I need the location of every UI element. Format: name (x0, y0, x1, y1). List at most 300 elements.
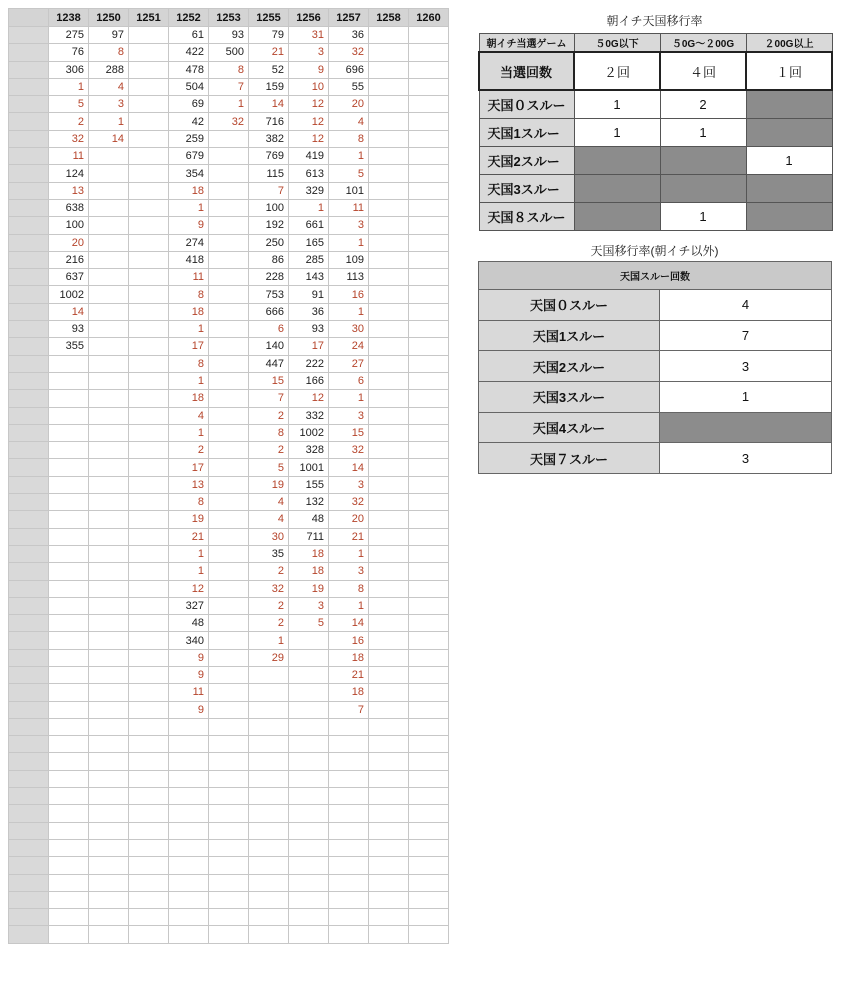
other-table-row (479, 290, 832, 321)
data-cell (369, 61, 409, 78)
data-cell (409, 234, 449, 251)
data-cell: 12 (289, 130, 329, 147)
data-cell (209, 217, 249, 234)
table-row (9, 805, 449, 822)
empty-shaded-cell (660, 412, 832, 443)
table-row (9, 476, 449, 493)
data-cell (89, 390, 129, 407)
data-cell (409, 303, 449, 320)
data-cell (409, 78, 449, 95)
table-row (9, 926, 449, 943)
table-row (9, 424, 449, 441)
value-cell: 2 (660, 90, 746, 118)
table-row (9, 718, 449, 735)
data-cell: 20 (329, 96, 369, 113)
data-cell (249, 909, 289, 926)
morning-table-row (479, 202, 832, 230)
data-cell: 19 (289, 580, 329, 597)
data-cell (129, 321, 169, 338)
data-cell (369, 372, 409, 389)
data-cell: 18 (169, 303, 209, 320)
data-cell (289, 788, 329, 805)
data-cell: 36 (289, 303, 329, 320)
value-cell: 1 (574, 118, 660, 146)
morning-table-row (479, 174, 832, 202)
data-cell: 2 (249, 407, 289, 424)
data-cell (169, 805, 209, 822)
data-cell (369, 580, 409, 597)
data-cell (129, 511, 169, 528)
data-cell (369, 148, 409, 165)
data-cell: 769 (249, 148, 289, 165)
data-cell (89, 459, 129, 476)
data-cell: 100 (249, 199, 289, 216)
data-cell (249, 805, 289, 822)
row-header-cell (9, 355, 49, 372)
value-cell: 1 (660, 382, 832, 413)
data-cell (209, 182, 249, 199)
data-cell: 332 (289, 407, 329, 424)
data-cell: 18 (289, 545, 329, 562)
data-cell (409, 528, 449, 545)
row-label: 天国０スルー (479, 290, 660, 321)
header-cell: ２00G以上 (746, 34, 832, 53)
row-header-cell (9, 407, 49, 424)
data-cell: 19 (169, 511, 209, 528)
data-cell (169, 753, 209, 770)
table-row (9, 338, 449, 355)
data-cell: 285 (289, 251, 329, 268)
data-cell (209, 511, 249, 528)
value-cell: 3 (660, 351, 832, 382)
data-cell (249, 874, 289, 891)
data-cell (89, 545, 129, 562)
data-cell (169, 788, 209, 805)
data-cell (409, 666, 449, 683)
data-cell (369, 615, 409, 632)
data-cell (49, 701, 89, 718)
data-cell (369, 321, 409, 338)
row-header-cell (9, 736, 49, 753)
data-cell (129, 78, 169, 95)
data-cell: 2 (249, 597, 289, 614)
data-cell: 7 (249, 182, 289, 199)
row-header-cell (9, 597, 49, 614)
data-cell (129, 753, 169, 770)
data-cell (209, 649, 249, 666)
data-cell (89, 580, 129, 597)
data-cell (49, 511, 89, 528)
data-cell: 113 (329, 269, 369, 286)
data-cell (249, 753, 289, 770)
data-cell: 29 (249, 649, 289, 666)
data-cell (49, 718, 89, 735)
data-cell (369, 528, 409, 545)
data-cell: 8 (169, 286, 209, 303)
data-cell (49, 770, 89, 787)
data-cell (209, 286, 249, 303)
table-row (9, 96, 449, 113)
data-cell (249, 891, 289, 908)
heaven-rate-other-caption: 天国移行率(朝イチ以外) (590, 244, 719, 258)
win-count-cell: １回 (746, 52, 832, 90)
data-cell (129, 857, 169, 874)
data-cell (369, 78, 409, 95)
data-cell (49, 874, 89, 891)
data-cell: 328 (289, 442, 329, 459)
table-row (9, 736, 449, 753)
data-cell (169, 770, 209, 787)
data-cell (49, 805, 89, 822)
data-cell (209, 580, 249, 597)
data-cell: 2 (249, 563, 289, 580)
data-cell: 2 (249, 615, 289, 632)
table-row (9, 355, 449, 372)
data-cell: 16 (329, 286, 369, 303)
data-cell (49, 839, 89, 856)
data-cell (129, 563, 169, 580)
other-table-row (479, 382, 832, 413)
table-row (9, 182, 449, 199)
header-cell: 朝イチ当選ゲーム (479, 34, 574, 53)
data-cell (369, 130, 409, 147)
data-cell: 8 (169, 355, 209, 372)
data-cell: 4 (329, 113, 369, 130)
data-cell (89, 597, 129, 614)
data-cell (409, 113, 449, 130)
data-cell (409, 615, 449, 632)
table-row (9, 597, 449, 614)
data-cell (249, 666, 289, 683)
data-cell (369, 269, 409, 286)
data-cell (129, 113, 169, 130)
data-cell (129, 96, 169, 113)
data-cell (89, 424, 129, 441)
table-row (9, 61, 449, 78)
data-cell (289, 805, 329, 822)
data-cell: 259 (169, 130, 209, 147)
data-cell: 1 (289, 199, 329, 216)
data-cell (89, 736, 129, 753)
data-cell: 355 (49, 338, 89, 355)
data-cell: 1 (169, 321, 209, 338)
data-cell (129, 372, 169, 389)
data-cell: 329 (289, 182, 329, 199)
data-cell (49, 528, 89, 545)
table-row (9, 666, 449, 683)
data-cell (409, 822, 449, 839)
data-cell: 2 (49, 113, 89, 130)
data-cell (409, 338, 449, 355)
data-cell: 382 (249, 130, 289, 147)
data-cell (129, 390, 169, 407)
data-cell: 3 (329, 563, 369, 580)
data-cell: 1 (329, 390, 369, 407)
data-cell (289, 736, 329, 753)
header-cell: ５0G以下 (574, 34, 660, 53)
data-cell (249, 822, 289, 839)
value-cell: 1 (574, 90, 660, 118)
data-cell: 93 (289, 321, 329, 338)
data-cell (129, 251, 169, 268)
data-cell: 3 (289, 597, 329, 614)
table-row (9, 753, 449, 770)
row-header-cell (9, 338, 49, 355)
data-cell (369, 27, 409, 44)
data-cell: 447 (249, 355, 289, 372)
data-cell: 159 (249, 78, 289, 95)
data-cell (129, 44, 169, 61)
data-cell (169, 718, 209, 735)
data-cell (249, 788, 289, 805)
data-cell: 3 (329, 217, 369, 234)
table-row (9, 701, 449, 718)
data-cell (369, 874, 409, 891)
data-cell (209, 857, 249, 874)
data-cell (129, 891, 169, 908)
data-cell (409, 355, 449, 372)
column-header: 1255 (249, 9, 289, 27)
data-cell: 12 (289, 96, 329, 113)
data-cell (289, 822, 329, 839)
row-label: 天国2スルー (479, 146, 574, 174)
data-cell (209, 615, 249, 632)
data-cell (249, 718, 289, 735)
data-cell (209, 321, 249, 338)
table-row (9, 459, 449, 476)
data-cell (249, 839, 289, 856)
data-cell (409, 372, 449, 389)
data-cell: 5 (49, 96, 89, 113)
data-cell (209, 251, 249, 268)
data-cell (49, 372, 89, 389)
data-cell (369, 286, 409, 303)
data-cell: 1 (329, 545, 369, 562)
row-header-cell (9, 770, 49, 787)
data-cell (409, 217, 449, 234)
data-cell (129, 199, 169, 216)
data-cell (129, 61, 169, 78)
table-row (9, 528, 449, 545)
data-cell: 31 (289, 27, 329, 44)
data-cell: 69 (169, 96, 209, 113)
row-header-cell (9, 701, 49, 718)
data-cell (89, 701, 129, 718)
data-cell: 1 (89, 113, 129, 130)
data-cell (129, 130, 169, 147)
data-cell (49, 822, 89, 839)
data-cell: 76 (49, 44, 89, 61)
table-row (9, 615, 449, 632)
data-cell (409, 909, 449, 926)
morning-table-row (479, 118, 832, 146)
data-cell (409, 736, 449, 753)
data-cell (409, 96, 449, 113)
row-header-cell (9, 165, 49, 182)
data-cell (89, 857, 129, 874)
row-header-cell (9, 822, 49, 839)
row-header-cell (9, 511, 49, 528)
data-cell (129, 684, 169, 701)
data-cell (369, 891, 409, 908)
data-cell (89, 251, 129, 268)
data-cell (209, 874, 249, 891)
data-cell: 14 (249, 96, 289, 113)
data-cell: 18 (169, 182, 209, 199)
data-cell (129, 286, 169, 303)
data-cell: 637 (49, 269, 89, 286)
data-cell (209, 355, 249, 372)
data-cell (49, 597, 89, 614)
data-cell: 155 (289, 476, 329, 493)
data-cell (249, 926, 289, 943)
data-cell: 32 (329, 494, 369, 511)
data-cell: 21 (329, 528, 369, 545)
data-cell (369, 822, 409, 839)
data-cell (209, 718, 249, 735)
data-cell: 1002 (49, 286, 89, 303)
data-cell: 10 (289, 78, 329, 95)
data-cell: 61 (169, 27, 209, 44)
data-cell (89, 217, 129, 234)
table-row (9, 442, 449, 459)
data-cell: 8 (169, 494, 209, 511)
table-row (9, 390, 449, 407)
data-cell (369, 718, 409, 735)
data-cell: 222 (289, 355, 329, 372)
table-row (9, 130, 449, 147)
row-label: 天国1スルー (479, 320, 660, 351)
row-header-cell (9, 580, 49, 597)
data-cell (329, 874, 369, 891)
data-cell (209, 494, 249, 511)
win-count-cell: ４回 (660, 52, 746, 90)
data-cell: 753 (249, 286, 289, 303)
data-cell (369, 476, 409, 493)
value-cell: 4 (660, 290, 832, 321)
win-count-cell: ２回 (574, 52, 660, 90)
data-cell (49, 494, 89, 511)
table-row (9, 891, 449, 908)
row-label: 天国3スルー (479, 174, 574, 202)
data-cell (209, 390, 249, 407)
row-header-cell (9, 61, 49, 78)
data-cell: 216 (49, 251, 89, 268)
table-row (9, 874, 449, 891)
data-cell (409, 321, 449, 338)
data-cell: 679 (169, 148, 209, 165)
data-cell (49, 684, 89, 701)
data-cell: 93 (209, 27, 249, 44)
column-header: 1256 (289, 9, 329, 27)
empty-shaded-cell (660, 174, 746, 202)
data-cell: 35 (249, 545, 289, 562)
spreadsheet-header-row (9, 9, 449, 27)
data-cell: 165 (289, 234, 329, 251)
data-cell (129, 494, 169, 511)
data-cell (369, 753, 409, 770)
data-cell: 354 (169, 165, 209, 182)
data-cell: 500 (209, 44, 249, 61)
data-cell (89, 926, 129, 943)
data-cell (209, 407, 249, 424)
data-cell (369, 909, 409, 926)
table-row (9, 563, 449, 580)
row-header-cell (9, 545, 49, 562)
data-cell: 124 (49, 165, 89, 182)
row-header-cell (9, 321, 49, 338)
data-cell: 422 (169, 44, 209, 61)
data-cell (49, 666, 89, 683)
row-header-cell (9, 78, 49, 95)
data-cell: 14 (329, 615, 369, 632)
data-cell (289, 666, 329, 683)
table-row (9, 113, 449, 130)
table-row (9, 649, 449, 666)
data-cell (209, 459, 249, 476)
data-cell (89, 718, 129, 735)
data-cell (369, 459, 409, 476)
data-cell (369, 199, 409, 216)
data-cell (209, 753, 249, 770)
data-cell (89, 684, 129, 701)
data-cell (49, 459, 89, 476)
row-header-cell (9, 926, 49, 943)
data-cell (89, 372, 129, 389)
data-cell (49, 442, 89, 459)
data-cell: 55 (329, 78, 369, 95)
data-cell (289, 649, 329, 666)
data-cell (49, 753, 89, 770)
data-cell: 32 (49, 130, 89, 147)
data-cell: 9 (169, 217, 209, 234)
other-table-row (479, 443, 832, 474)
row-label: 天国3スルー (479, 382, 660, 413)
row-header-cell (9, 563, 49, 580)
data-cell (369, 251, 409, 268)
data-cell: 2 (169, 442, 209, 459)
data-cell (49, 736, 89, 753)
column-header: 1252 (169, 9, 209, 27)
data-cell (289, 891, 329, 908)
data-cell (89, 476, 129, 493)
data-cell: 16 (329, 632, 369, 649)
data-cell: 21 (329, 666, 369, 683)
data-cell (209, 891, 249, 908)
data-cell: 1 (169, 545, 209, 562)
data-cell (369, 338, 409, 355)
data-cell (89, 511, 129, 528)
data-cell (289, 684, 329, 701)
morning-table-header (479, 34, 832, 53)
column-header: 1251 (129, 9, 169, 27)
data-cell (129, 770, 169, 787)
data-cell: 101 (329, 182, 369, 199)
data-cell: 91 (289, 286, 329, 303)
column-header: 1250 (89, 9, 129, 27)
data-cell (289, 874, 329, 891)
data-cell (89, 494, 129, 511)
data-cell (369, 563, 409, 580)
data-cell (409, 545, 449, 562)
win-count-label: 当選回数 (479, 52, 574, 90)
data-cell: 7 (209, 78, 249, 95)
data-cell (89, 165, 129, 182)
data-cell: 250 (249, 234, 289, 251)
data-cell: 109 (329, 251, 369, 268)
data-cell (409, 563, 449, 580)
data-cell: 4 (249, 511, 289, 528)
